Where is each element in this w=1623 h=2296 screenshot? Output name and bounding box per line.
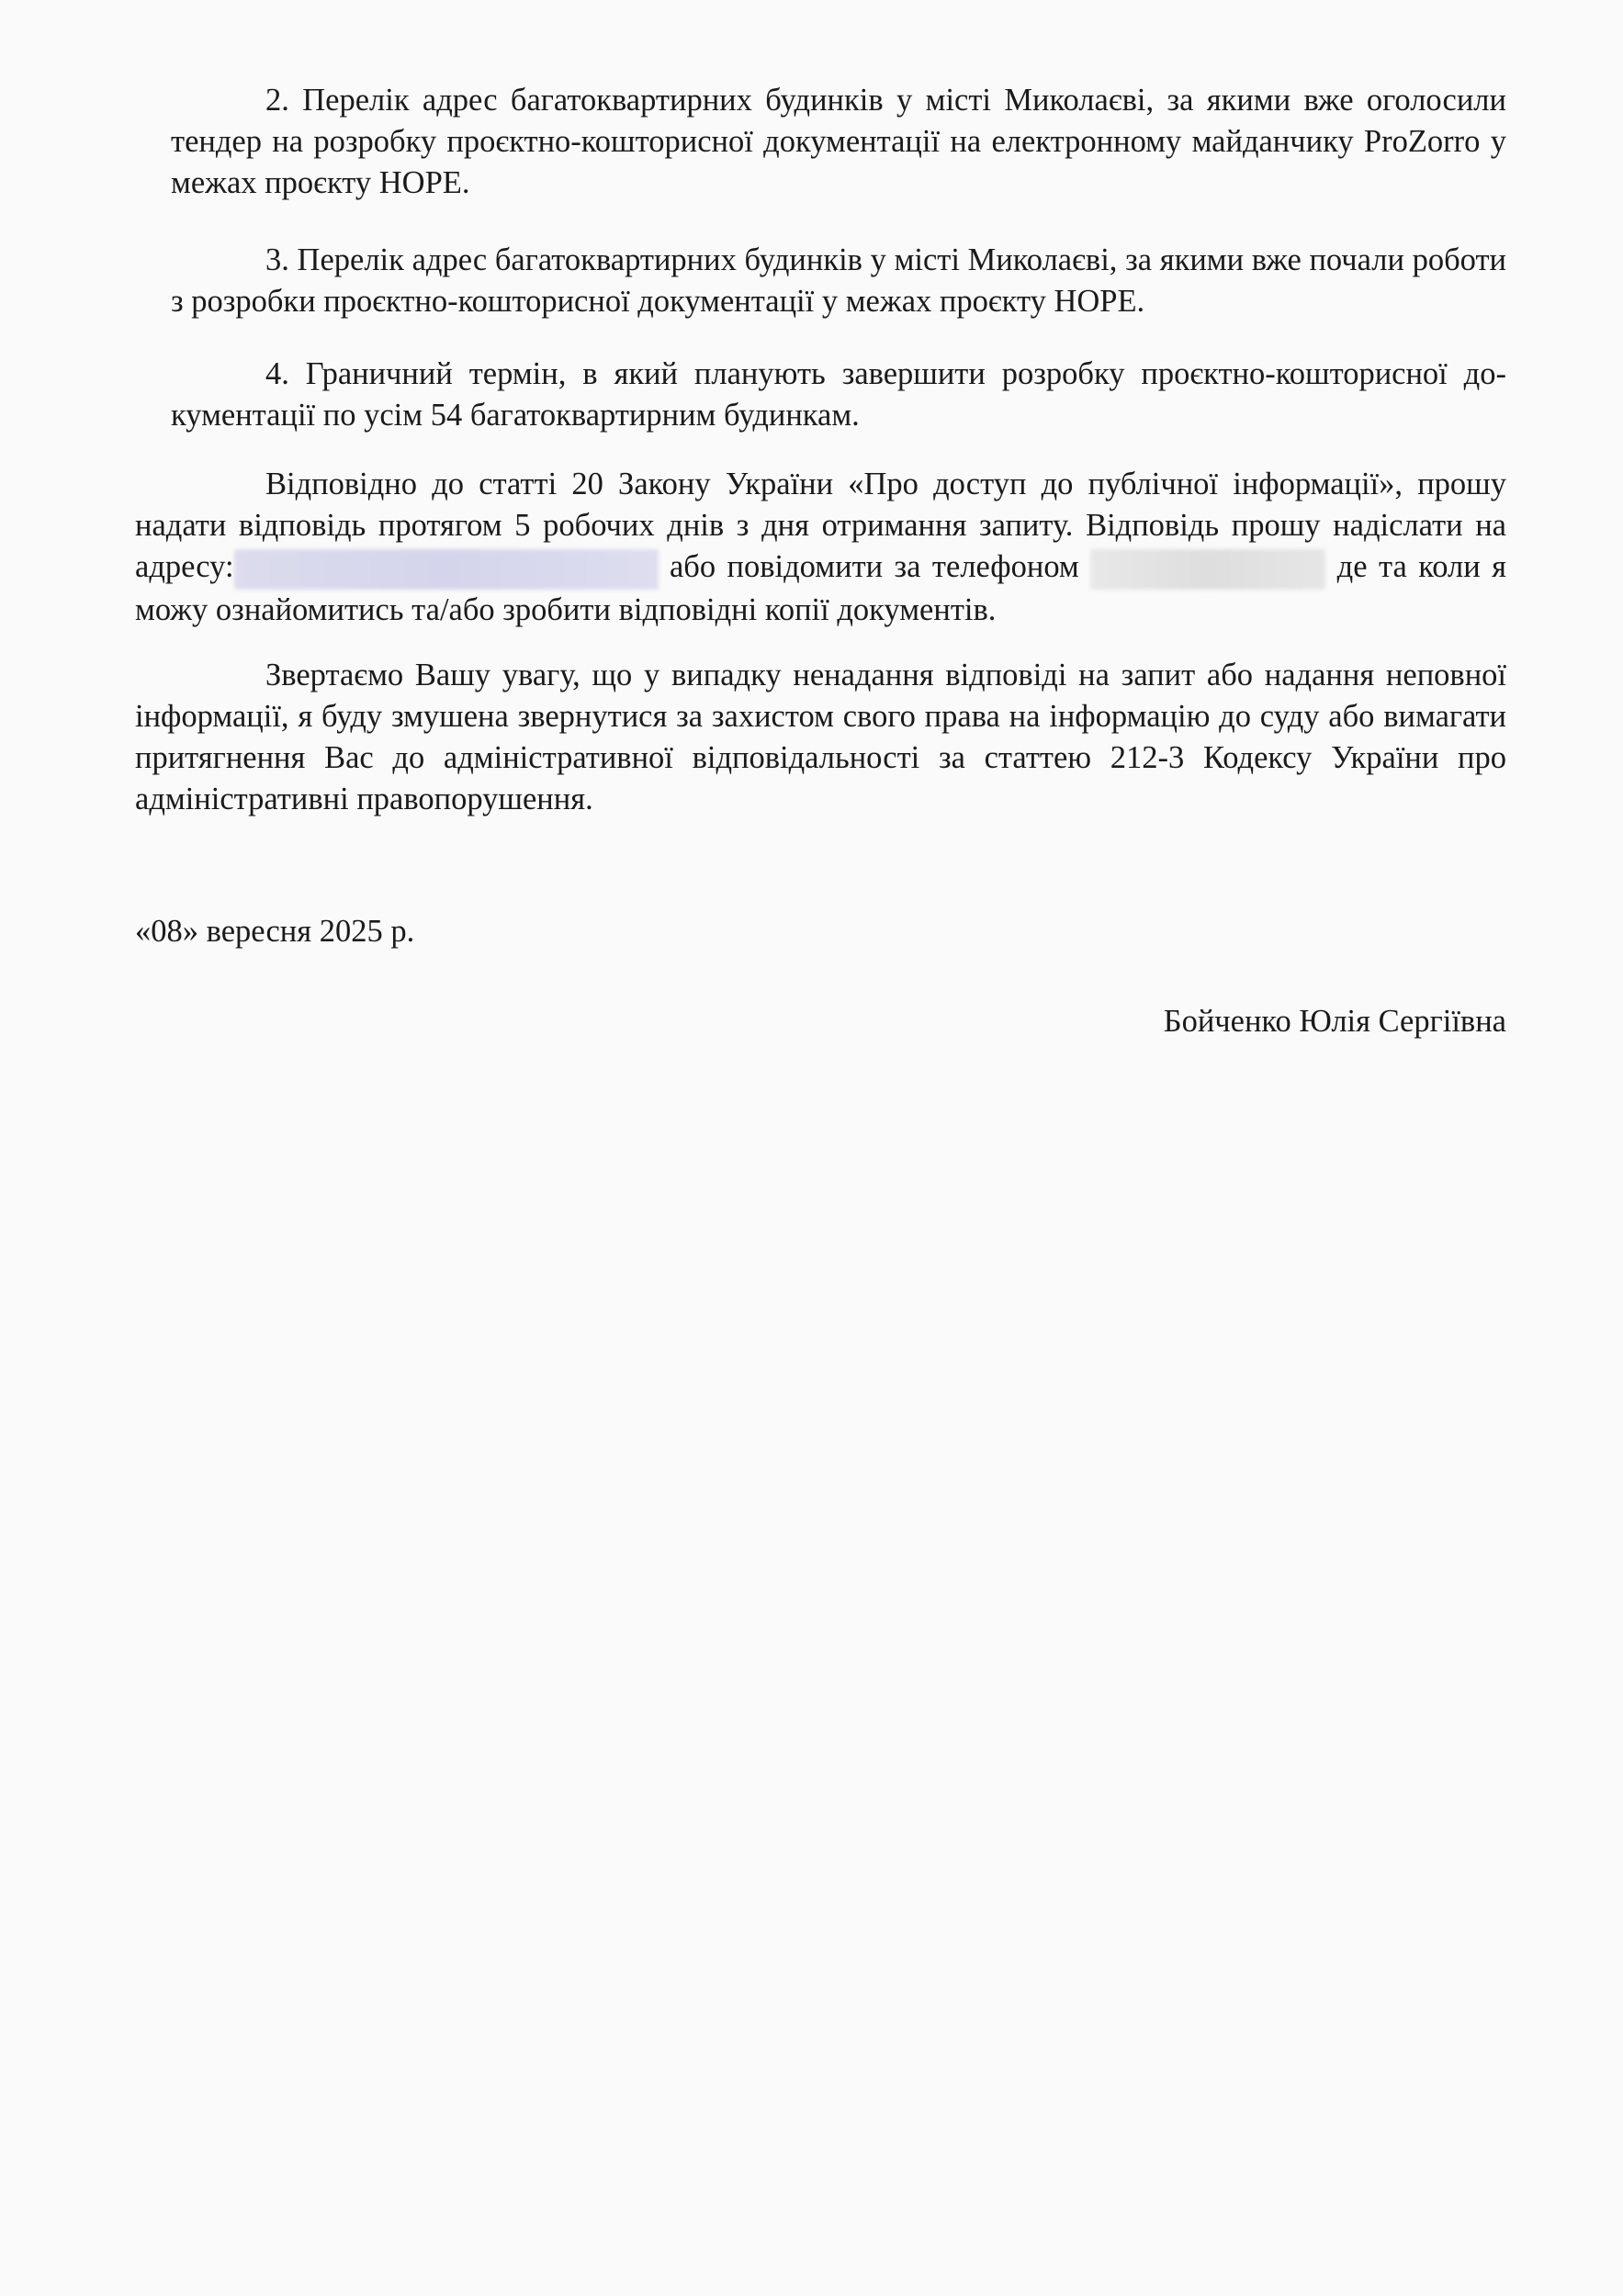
law-paragraph-text-end: де та коли я можу ознайомитись та/або зробити відповідні копії документів. [135, 549, 1507, 628]
law-paragraph-text-start: Відповідно до статті 20 Закону України «Про доступ до публічної інформації», прошу надати відповідь протягом 5 робочих днів з дня отримання запиту. Відповідь прошу надіслати на адресу: [135, 467, 1506, 584]
law-paragraph-text-middle: або повідомити за телефоном [669, 549, 1079, 584]
request-item-2: 2. Перелік адрес багатоквартирних будинків у місті Миколаєві, за якими вже оголосили тендер на розробку проєктно-кошторисної документації на електронному майданчику ProZorro у межах проєкту HOPE. [171, 83, 1506, 200]
signature-name: Бойченко Юлія Сергіївна [1163, 1004, 1506, 1039]
request-item-4: 4. Граничний термін, в який планують завершити розробку проєктно-кошторисної документації по усім 54 багатоквартирним будинкам. [171, 356, 1506, 433]
law-reference-paragraph [135, 464, 1506, 631]
document-date: «08» вересня 2025 р. [135, 914, 415, 949]
warning-paragraph: Звертаємо Вашу увагу, що у випадку ненадання відповіді на запит або надання неповної інформації, я буду змушена звернутися за захистом свого права на інформацію до суду або вимагати притягнення Вас до адміністративної відповідальності за статтею 212-3 Кодексу України про адміністративні правопорушення. [135, 658, 1506, 816]
request-item-3: 3. Перелік адрес багатоквартирних будинків у місті Миколаєві, за якими вже почали роботи з розробки проєктно-кошторисної документації у межах проєкту HOPE. [171, 242, 1506, 319]
redacted-email-address [234, 549, 659, 590]
redacted-phone-number [1090, 549, 1325, 590]
